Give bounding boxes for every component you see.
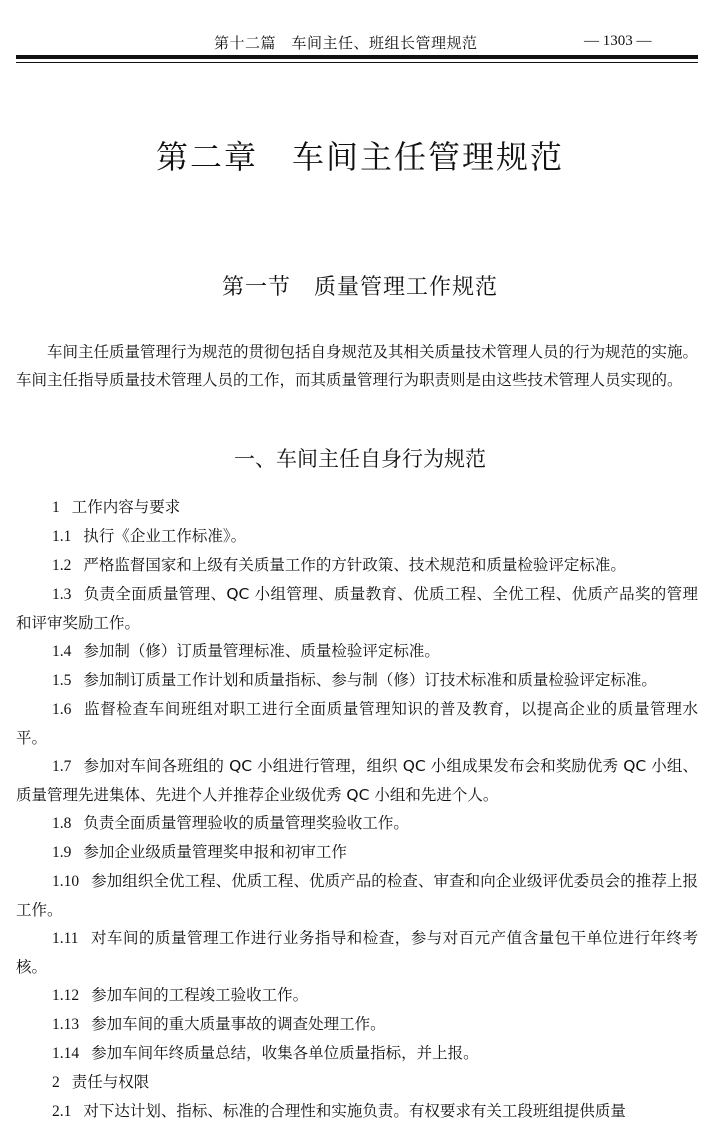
clause-text: 参加对车间各班组的 QC 小组进行管理，组织 QC 小组成果发布会和奖励优秀 QC 小组、质量管理先进集体、先进个人并推荐企业级优秀 QC 小组和先进个人。: [16, 757, 698, 804]
clause-item: [16, 752, 698, 809]
clause-number: 2: [52, 1074, 60, 1091]
clause-item: [16, 924, 698, 981]
clause-text: 参加企业级质量管理奖申报和初审工作: [83, 843, 347, 861]
section-title: 第一节 质量管理工作规范: [221, 275, 498, 300]
clause-item: [16, 1068, 698, 1097]
clause-item: [16, 867, 698, 924]
clause-number: 1.13: [52, 1016, 80, 1033]
clause-text: 参加制（修）订质量管理标准、质量检验评定标准。: [83, 642, 440, 660]
clause-item: [16, 1039, 698, 1068]
clause-item: [16, 522, 698, 551]
clause-text: 对车间的质量管理工作进行业务指导和检查，参与对百元产值含量包干单位进行年终考核。: [16, 929, 698, 976]
clause-text: 负责全面质量管理、QC 小组管理、质量教育、优质工程、全优工程、优质产品奖的管理和评审奖励工作。: [16, 585, 698, 632]
clause-text: 严格监督国家和上级有关质量工作的方针政策、技术规范和质量检验评定标准。: [83, 556, 626, 574]
clause-text: 工作内容与要求: [71, 498, 181, 516]
clause-text: 执行《企业工作标准》。: [83, 527, 247, 545]
clause-item: [16, 551, 698, 580]
intro-paragraph: 车间主任质量管理行为规范的贯彻包括自身规范及其相关质量技术管理人员的行为规范的实施。车间主任指导质量技术管理人员的工作，而其质量管理行为职责则是由这些技术管理人员实现的。: [16, 343, 699, 389]
page-number: — 1303 —: [584, 33, 652, 49]
clause-text: 参加车间的重大质量事故的调查处理工作。: [91, 1015, 386, 1033]
clause-item: [16, 981, 698, 1010]
chapter-title: 第二章 车间主任管理规范: [155, 138, 564, 176]
clause-number: 1.9: [52, 844, 72, 861]
clause-number: 1: [52, 499, 60, 516]
clause-number: 2.1: [52, 1103, 72, 1120]
clause-text: 对下达计划、指标、标准的合理性和实施负责。有权要求有关工段班组提供质量: [83, 1102, 626, 1120]
clause-number: 1.11: [52, 930, 79, 947]
clause-number: 1.14: [52, 1045, 80, 1062]
clause-number: 1.5: [52, 672, 72, 689]
clause-number: 1.2: [52, 557, 72, 574]
clause-number: 1.6: [52, 701, 72, 718]
clause-item: [16, 695, 698, 752]
clause-text: 责任与权限: [71, 1073, 150, 1091]
running-header-title: 第十二篇 车间主任、班组长管理规范: [214, 34, 478, 52]
subsection-title: 一、车间主任自身行为规范: [234, 447, 486, 471]
clause-item: [16, 809, 698, 838]
clause-list: [16, 493, 698, 1126]
clause-text: 参加车间的工程竣工验收工作。: [91, 986, 309, 1004]
clause-item: [16, 493, 698, 522]
clause-item: [16, 1097, 698, 1126]
clause-item: [16, 838, 698, 867]
clause-number: 1.4: [52, 643, 72, 660]
clause-item: [16, 666, 698, 695]
clause-text: 参加车间年终质量总结，收集各单位质量指标，并上报。: [91, 1044, 479, 1062]
clause-number: 1.3: [52, 586, 72, 603]
clause-number: 1.1: [52, 528, 72, 545]
clause-text: 监督检查车间班组对职工进行全面质量管理知识的普及教育，以提高企业的质量管理水平。: [16, 700, 698, 747]
clause-item: [16, 637, 698, 666]
clause-number: 1.7: [52, 758, 72, 775]
clause-item: [16, 1010, 698, 1039]
clause-number: 1.12: [52, 987, 80, 1004]
header-rule-thin: [16, 62, 698, 63]
clause-item: [16, 580, 698, 637]
clause-number: 1.10: [52, 873, 80, 890]
clause-number: 1.8: [52, 815, 72, 832]
clause-text: 负责全面质量管理验收的质量管理奖验收工作。: [83, 814, 409, 832]
clause-text: 参加制订质量工作计划和质量指标、参与制（修）订技术标准和质量检验评定标准。: [83, 671, 657, 689]
clause-text: 参加组织全优工程、优质工程、优质产品的检查、审查和向企业级评优委员会的推荐上报工作。: [16, 872, 698, 919]
header-rule-thick: [16, 55, 698, 59]
